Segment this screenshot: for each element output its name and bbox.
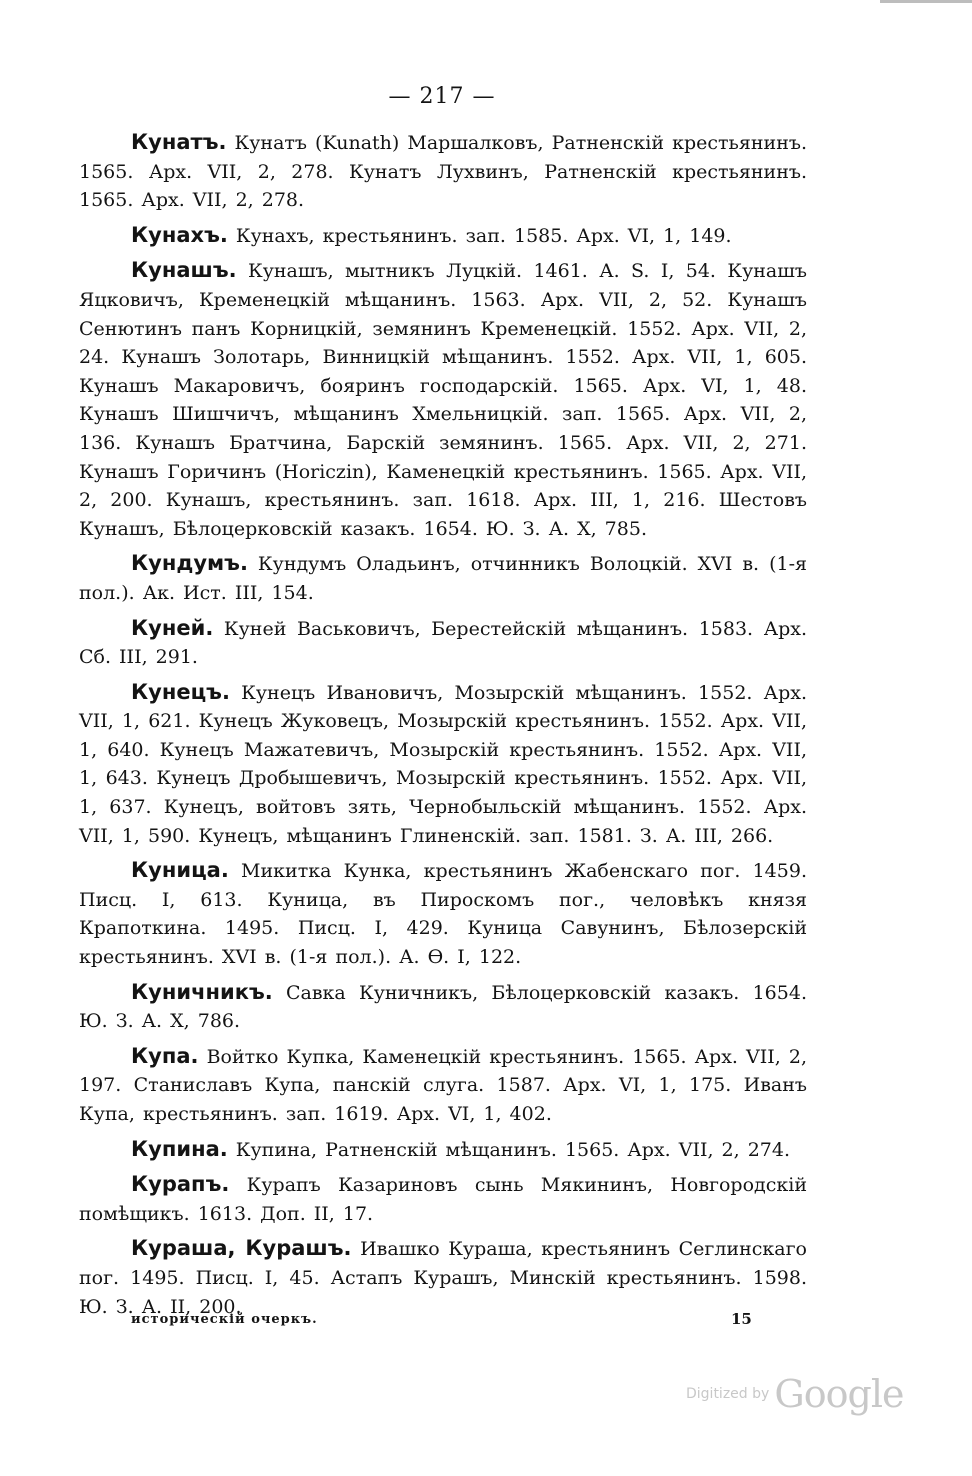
entry-headword: Куница. [131, 858, 229, 883]
digitized-watermark [686, 1372, 903, 1416]
scan-edge-mark [880, 0, 972, 3]
entry-text: Войтко Купка, Каменецкій крестьянинъ. 1565. Арх. VII, 2, 197. Станиславъ Купа, панскій слуга. 1587. Арх. VI, 1, 175. Иванъ Купа, крестьянинъ. зап. 1619. Арх. VI, 1, 402. [79, 1045, 807, 1125]
dictionary-entry [79, 1135, 807, 1165]
entry-headword: Кунахъ. [131, 222, 228, 247]
entry-text: Кунахъ, крестьянинъ. зап. 1585. Арх. VI, 1, 149. [227, 224, 732, 247]
dictionary-entry [79, 1170, 807, 1228]
entry-text: Купина, Ратненскій мѣщанинъ. 1565. Арх. VII, 2, 274. [227, 1138, 791, 1161]
entry-headword: Купина. [131, 1136, 228, 1161]
dictionary-entry [79, 1042, 807, 1129]
entry-text: Кунашъ, мытникъ Луцкій. 1461. А. S. I, 54. Кунашъ Яцковичъ, Кременецкій мѣщанинъ. 1563. Арх. VII, 2, 52. Кунашъ Сенютинъ панъ Корницкій, земянинъ Кременецкій. 1552. Арх. VII, 2, 24. Кунашъ Золотарь, Винницкій мѣщанинъ. 1552. Арх. VII, 1, 605. Кунашъ Макаровичъ, бояринъ господарскій. 1565. Арх. VI, 1, 48. Кунашъ Шишчичъ, мѣщанинъ Хмельницкій. зап. 1565. Арх. VII, 2, 136. Кунашъ Братчина, Барскій земянинъ. 1565. Арх. VII, 2, 271. Кунашъ Горичинъ (Horiczin), Каменецкій крестьянинъ. 1565. Арх. VII, 2, 200. Кунашъ, крестьянинъ. зап. 1618. Арх. III, 1, 216. Шестовъ Кунашъ, Бѣлоцерковскій казакъ. 1654. Ю. З. А. X, 785. [79, 260, 807, 540]
dictionary-entry [79, 1234, 807, 1321]
entry-text: Курапъ Казариновъ сынь Мякининъ, Новгородскій помѣщикъ. 1613. Доп. II, 17. [79, 1174, 807, 1225]
entry-text: Кунатъ (Kunath) Маршалковъ, Ратненскій крестьянинъ. 1565. Арх. VII, 2, 278. Кунатъ Лухвинъ, Ратненскій крестьянинъ. 1565. Арх. VII, 2, 278. [79, 132, 807, 212]
dictionary-entry [79, 678, 807, 851]
entry-headword: Куничникъ. [131, 979, 273, 1004]
entry-headword: Кунатъ. [131, 130, 227, 154]
dictionary-entry [79, 614, 807, 672]
entry-headword: Кураша, Курашъ. [131, 1236, 352, 1261]
dictionary-entry [79, 256, 807, 543]
dictionary-entry [79, 856, 807, 971]
dictionary-entry [79, 221, 807, 251]
dictionary-entry [79, 128, 807, 215]
entry-headword: Кунашъ. [131, 258, 237, 283]
entry-headword: Купа. [131, 1043, 199, 1068]
entry-text: Куней Васьковичъ, Берестейскій мѣщанинъ. 1583. Арх. Сб. III, 291. [79, 617, 807, 669]
entry-text: Микитка Кунка, крестьянинъ Жабенскаго пог. 1459. Писц. I, 613. Куница, въ Пироскомъ пог., человѣкъ князя Крапоткина. 1495. Писц. I, 429. Куница Савунинъ, Бѣлозерскій крестьянинъ. XVI в. (1-я пол.). А. Ѳ. I, 122. [79, 860, 807, 969]
running-footer-title: историческій очеркъ. [131, 1312, 318, 1327]
dictionary-entry [79, 549, 807, 607]
dictionary-entry [79, 978, 807, 1036]
watermark-prefix: Digitized by [686, 1386, 770, 1402]
signature-number: 15 [731, 1310, 752, 1328]
entry-headword: Курапъ. [131, 1172, 230, 1197]
entry-headword: Куней. [131, 615, 214, 640]
page-footer [131, 1312, 751, 1327]
entry-headword: Кунецъ. [131, 679, 230, 704]
entry-text: Ивашко Кураша, крестьянинъ Сеглинскаго пог. 1495. Писц. I, 45. Астапъ Курашъ, Минскій крестьянинъ. 1598. Ю. З. А. II, 200. [79, 1238, 807, 1318]
dictionary-entries [79, 128, 807, 1327]
entry-headword: Кундумъ. [131, 551, 248, 576]
entry-text: Кундумъ Оладьинъ, отчинникъ Волоцкій. XVI в. (1-я пол.). Ак. Ист. III, 154. [79, 553, 807, 604]
google-logo: Google [774, 1372, 904, 1416]
entry-text: Савка Куничникъ, Бѣлоцерковскій казакъ. 1654. Ю. З. А. X, 786. [79, 981, 807, 1033]
page-number: — 217 — [388, 84, 496, 109]
entry-text: Кунецъ Ивановичъ, Мозырскій мѣщанинъ. 1552. Арх. VII, 1, 621. Кунецъ Жуковецъ, Мозырскій крестьянинъ. 1552. Арх. VII, 1, 640. Кунецъ Мажатевичъ, Мозырскій крестьянинъ. 1552. Арх. VII, 1, 643. Кунецъ Дробышевичъ, Мозырскій крестьянинъ. 1552. Арх. VII, 1, 637. Кунецъ, войтовъ зять, Чернобыльскій мѣщанинъ. 1552. Арх. VII, 1, 590. Кунецъ, мѣщанинъ Глиненскій. зап. 1581. З. А. III, 266. [79, 681, 807, 847]
